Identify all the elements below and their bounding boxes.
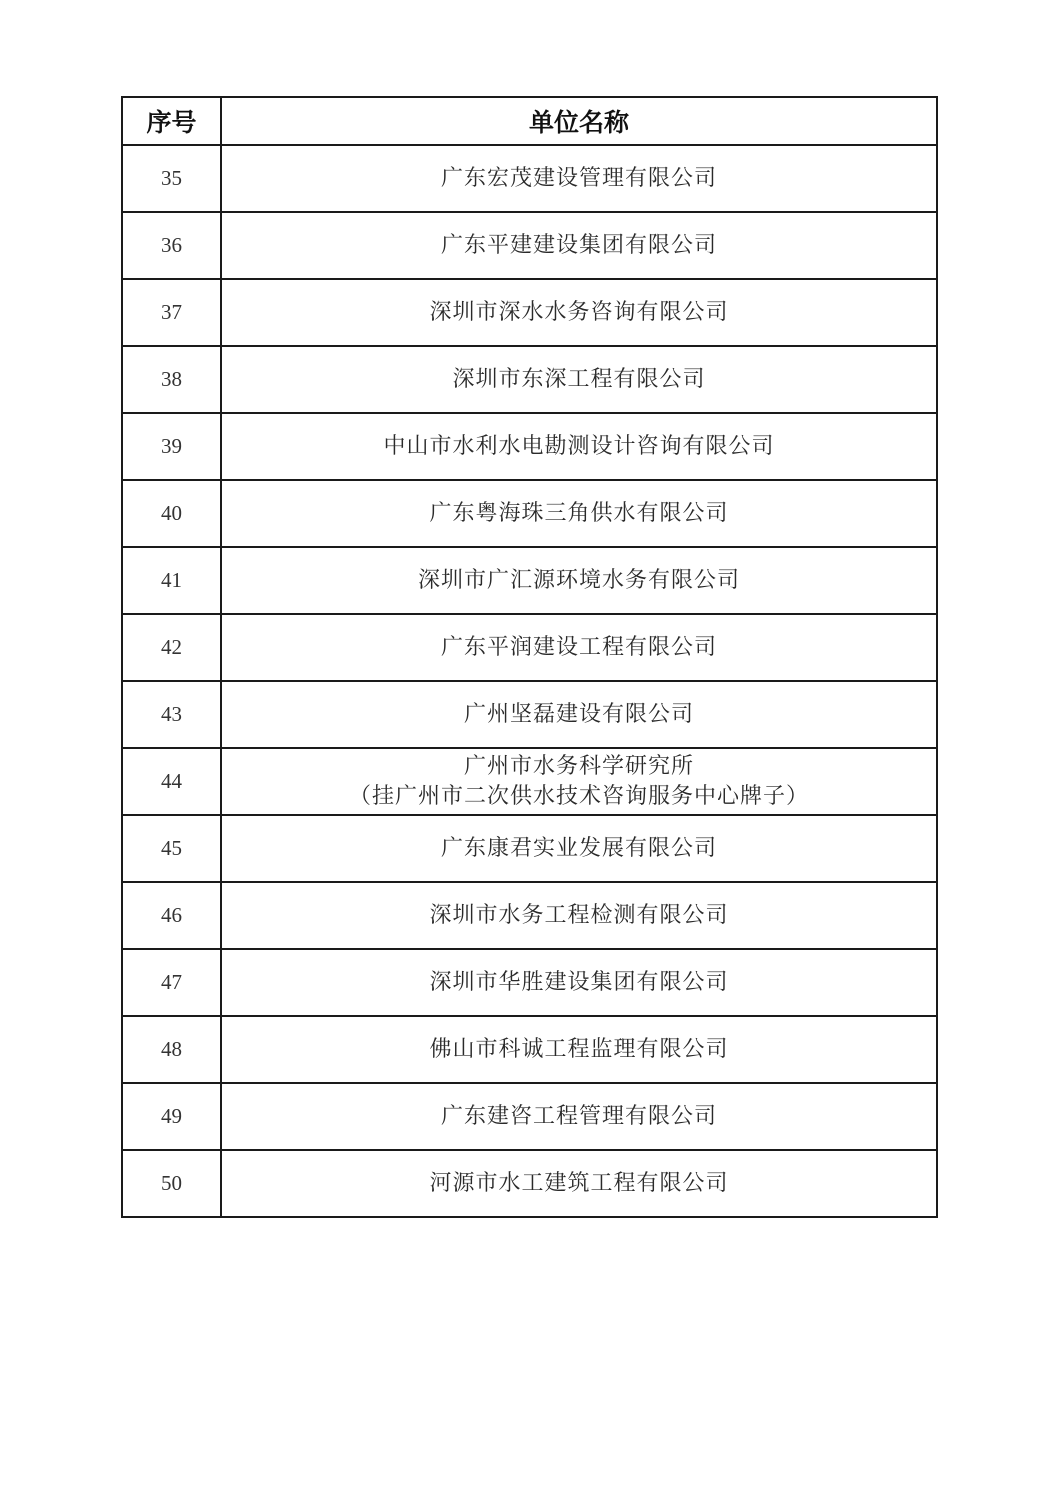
row-unit-name — [221, 949, 937, 1016]
row-unit-name — [221, 681, 937, 748]
table-row — [122, 1016, 937, 1083]
table-row — [122, 413, 937, 480]
row-seq: 45 — [122, 815, 221, 882]
row-seq: 36 — [122, 212, 221, 279]
unit-name-text: 广东平润建设工程有限公司 — [440, 634, 717, 660]
unit-name-text: 深圳市广汇源环境水务有限公司 — [417, 567, 740, 593]
table-header-row — [122, 97, 937, 145]
unit-name-text: 中山市水利水电勘测设计咨询有限公司 — [383, 433, 775, 459]
unit-name-text: 广东平建建设集团有限公司 — [440, 232, 717, 258]
unit-name-text: 广东康君实业发展有限公司 — [440, 835, 717, 861]
row-seq: 39 — [122, 413, 221, 480]
row-unit-name — [221, 145, 937, 212]
row-unit-name — [221, 279, 937, 346]
table-row — [122, 279, 937, 346]
row-unit-name — [221, 1083, 937, 1150]
row-seq: 43 — [122, 681, 221, 748]
unit-name-note: （挂广州市二次供水技术咨询服务中心牌子） — [348, 783, 809, 809]
unit-name-text: 广州市水务科学研究所 — [463, 753, 694, 779]
row-seq: 35 — [122, 145, 221, 212]
row-unit-name — [221, 413, 937, 480]
unit-name-text: 广东宏茂建设管理有限公司 — [440, 165, 717, 191]
header-unit-name: 单位名称 — [221, 97, 937, 145]
row-seq: 48 — [122, 1016, 221, 1083]
row-unit-name — [221, 480, 937, 547]
table-row — [122, 480, 937, 547]
unit-name-text: 广东粤海珠三角供水有限公司 — [429, 500, 729, 526]
row-unit-name — [221, 212, 937, 279]
row-seq: 41 — [122, 547, 221, 614]
row-seq: 44 — [122, 748, 221, 815]
header-seq: 序号 — [122, 97, 221, 145]
row-unit-name — [221, 346, 937, 413]
row-seq: 47 — [122, 949, 221, 1016]
row-seq: 50 — [122, 1150, 221, 1217]
row-unit-name — [221, 1016, 937, 1083]
row-seq: 40 — [122, 480, 221, 547]
table-body — [122, 145, 937, 1217]
unit-name-text: 佛山市科诚工程监理有限公司 — [429, 1036, 729, 1062]
table-row — [122, 882, 937, 949]
table-row — [122, 748, 937, 815]
row-unit-name — [221, 1150, 937, 1217]
unit-name-text: 深圳市东深工程有限公司 — [452, 366, 706, 392]
table-row — [122, 1083, 937, 1150]
unit-name-text: 深圳市水务工程检测有限公司 — [429, 902, 729, 928]
unit-name-text: 广东建咨工程管理有限公司 — [440, 1103, 717, 1129]
table-row — [122, 547, 937, 614]
row-unit-name — [221, 547, 937, 614]
row-seq: 37 — [122, 279, 221, 346]
unit-name-text: 深圳市深水水务咨询有限公司 — [429, 299, 729, 325]
row-unit-name — [221, 815, 937, 882]
row-unit-name — [221, 614, 937, 681]
row-seq: 46 — [122, 882, 221, 949]
row-seq: 42 — [122, 614, 221, 681]
row-seq: 38 — [122, 346, 221, 413]
table-row — [122, 815, 937, 882]
unit-name-text: 广州坚磊建设有限公司 — [463, 701, 694, 727]
table-row — [122, 1150, 937, 1217]
table-row — [122, 614, 937, 681]
row-unit-name — [221, 882, 937, 949]
unit-name-text: 深圳市华胜建设集团有限公司 — [429, 969, 729, 995]
unit-name-text: 河源市水工建筑工程有限公司 — [429, 1170, 729, 1196]
table-row — [122, 681, 937, 748]
unit-list-table — [121, 96, 938, 1218]
table-row — [122, 346, 937, 413]
table-row — [122, 949, 937, 1016]
row-seq: 49 — [122, 1083, 221, 1150]
table-row — [122, 145, 937, 212]
table-row — [122, 212, 937, 279]
row-unit-name — [221, 748, 937, 815]
